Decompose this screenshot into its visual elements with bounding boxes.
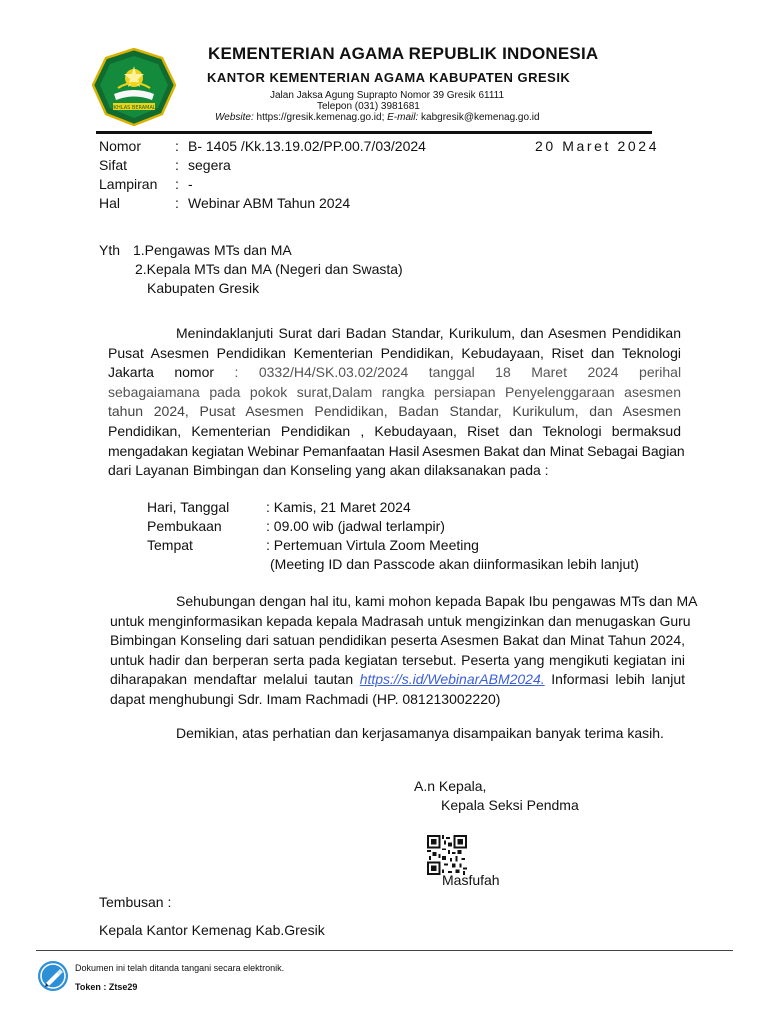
- nomor-label: Nomor: [99, 138, 142, 154]
- cc-label: Tembusan :: [99, 894, 172, 910]
- closing-paragraph: Demikian, atas perhatian dan kerjasamanya disampaikan banyak terima kasih.: [176, 725, 664, 741]
- sifat-colon: :: [175, 157, 179, 173]
- paragraph-line: untuk menginformasikan kepada kepala Madrasah untuk mengizinkan dan menugaskan Guru: [110, 612, 691, 629]
- paragraph-line: tahun 2024, Pusat Asesmen Pendidikan, Badan Standar, Kurikulum, dan Asesmen: [108, 403, 681, 420]
- paragraph-text: 0332/H4/SK.03.02/2024: [258, 364, 409, 381]
- paragraph-text: Jakarta nomor: [108, 364, 215, 381]
- letter-date: 20 Maret 2024: [535, 138, 660, 154]
- paragraph-text: diharapakan mendaftar melalui tautan: [110, 671, 354, 688]
- paragraph-line: untuk hadir dan berperan serta pada kegiatan tersebut. Peserta yang mengikuti kegiatan ini: [110, 651, 685, 668]
- recipient-line-2: 2.Kepala MTs dan MA (Negeri dan Swasta): [135, 261, 403, 277]
- schedule-open-value: : 09.00 wib (jadwal terlampir): [266, 518, 445, 534]
- footer-esign-note: Dokumen ini telah ditanda tangani secara elektronik.: [75, 963, 285, 973]
- lampiran-colon: :: [175, 176, 179, 192]
- hal-colon: :: [175, 195, 179, 211]
- e-signature-icon: [37, 960, 69, 992]
- schedule-day-label: Hari, Tanggal: [147, 499, 230, 515]
- kemenag-logo: [92, 48, 176, 126]
- recipient-line-3: Kabupaten Gresik: [147, 280, 260, 296]
- paragraph-line: Menindaklanjuti Surat dari Badan Standar, Kurikulum, dan Asesmen Pendidikan: [176, 325, 681, 341]
- email-label: E-mail:: [387, 112, 419, 123]
- signature-qr-code: [427, 835, 467, 875]
- signature-position: Kepala Seksi Pendma: [441, 797, 579, 813]
- nomor-value: B- 1405 /Kk.13.19.02/PP.00.7/03/2024: [188, 138, 426, 154]
- footer-divider: [36, 950, 733, 951]
- office-title: KANTOR KEMENTERIAN AGAMA KABUPATEN GRESIK: [207, 70, 571, 85]
- paragraph-line: Sehubungan dengan hal itu, kami mohon kepada Bapak Ibu pengawas MTs dan MA: [176, 593, 698, 609]
- paragraph-line: Pusat Asesmen Pendidikan Kementerian Pendidikan, Kebudayaan, Riset dan Teknologi: [108, 344, 681, 361]
- schedule-day-value: : Kamis, 21 Maret 2024: [266, 499, 411, 515]
- lampiran-value: -: [188, 176, 193, 192]
- paragraph-2: [110, 592, 698, 710]
- paragraph-line: Bimbingan Konseling dari satuan pendidikan peserta Asesmen Bakat dan Minat Tahun 2024,: [110, 632, 685, 649]
- sifat-value: segera: [188, 157, 231, 173]
- schedule-open-label: Pembukaan: [147, 518, 222, 534]
- office-contact: [215, 112, 540, 123]
- footer-token: Token : Ztse29: [75, 982, 138, 992]
- paragraph-line: dari Layanan Bimbingan dan Konseling yang akan dilaksanakan pada :: [108, 462, 549, 479]
- paragraph-line: [110, 670, 685, 690]
- website-value: https://gresik.kemenag.go.id;: [253, 112, 385, 123]
- nomor-colon: :: [175, 138, 179, 154]
- paragraph-text: :: [234, 364, 239, 381]
- paragraph-text: 18: [495, 364, 511, 381]
- website-label: Website:: [215, 112, 254, 123]
- schedule-place-note: (Meeting ID dan Passcode akan diinformasikan lebih lanjut): [270, 556, 639, 572]
- office-phone: Telepon (031) 3981681: [317, 101, 420, 112]
- paragraph-text: perihal: [639, 364, 682, 381]
- paragraph-line: [108, 363, 681, 383]
- paragraph-text: Informasi lebih lanjut: [551, 671, 685, 688]
- logo-motto: IKHLAS BERAMAL: [112, 105, 156, 111]
- cc-item: Kepala Kantor Kemenag Kab.Gresik: [99, 922, 325, 938]
- paragraph-1: [108, 324, 685, 481]
- schedule-place-value: : Pertemuan Virtula Zoom Meeting: [266, 537, 479, 553]
- ministry-title: KEMENTERIAN AGAMA REPUBLIK INDONESIA: [208, 44, 599, 63]
- hal-value: Webinar ABM Tahun 2024: [188, 195, 351, 211]
- registration-link[interactable]: https://s.id/WebinarABM2024.: [359, 671, 545, 688]
- email-value: kabgresik@kemenag.go.id: [418, 112, 540, 123]
- lampiran-label: Lampiran: [99, 176, 158, 192]
- signatory-name: Masfufah: [442, 872, 500, 888]
- paragraph-line: Pendidikan, Kementerian Pendidikan , Kebudayaan, Riset dan Teknologi bermaksud: [108, 422, 681, 439]
- paragraph-text: 2024: [587, 364, 619, 381]
- paragraph-line: dapat menghubungi Sdr. Imam Rachmadi (HP. 081213002220): [110, 690, 501, 707]
- signature-on-behalf: A.n Kepala,: [414, 778, 487, 794]
- hal-label: Hal: [99, 195, 121, 211]
- schedule-place-label: Tempat: [147, 537, 193, 553]
- yth-label: Yth: [99, 242, 121, 258]
- paragraph-line: sebagaiamana pada pokok surat,Dalam rangka persiapan Penyelenggaraan asesmen: [108, 383, 681, 400]
- paragraph-text: tanggal: [428, 364, 475, 381]
- paragraph-text: Maret: [531, 364, 567, 381]
- office-address: Jalan Jaksa Agung Suprapto Nomor 39 Gresik 61111: [270, 90, 505, 101]
- paragraph-line: mengadakan kegiatan Webinar Pemanfaatan Hasil Asesmen Bakat dan Minat Sebagai Bagian: [108, 442, 685, 459]
- sifat-label: Sifat: [99, 157, 128, 173]
- letterhead-divider: [96, 131, 652, 134]
- recipient-line-1: 1.Pengawas MTs dan MA: [133, 242, 292, 258]
